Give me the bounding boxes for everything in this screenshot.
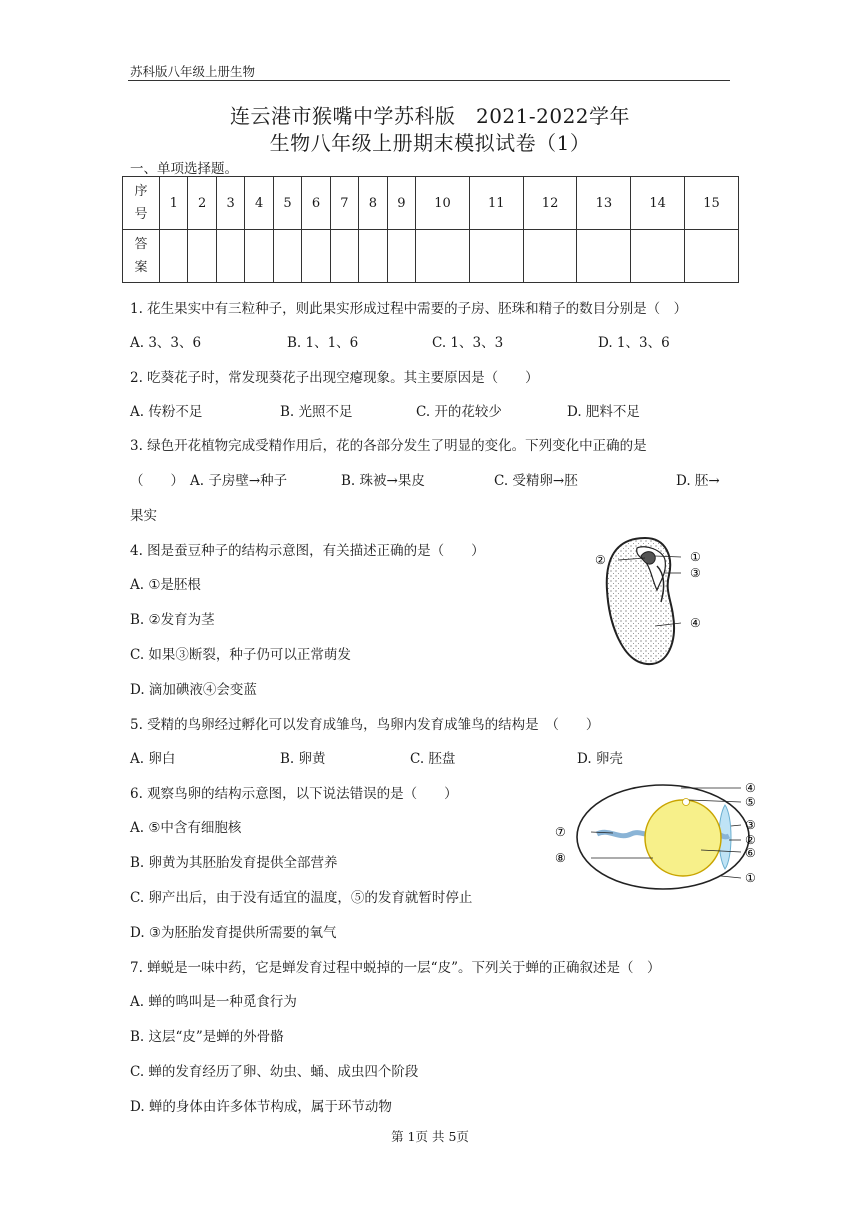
q4-option-a: A. ①是胚根: [130, 577, 201, 593]
section-heading: 一、单项选择题。: [130, 161, 238, 177]
q3-option-d-continued: 果实: [130, 508, 157, 524]
q1-option-b: B. 1、1、6: [287, 335, 359, 351]
q7-option-b: B. 这层“皮”是蝉的外骨骼: [130, 1029, 284, 1045]
seed-label-4: ④: [690, 616, 701, 630]
egg-label-5: ⑤: [745, 795, 756, 809]
row-label-char: 答: [134, 237, 148, 252]
question-number-cell: 10: [416, 177, 470, 230]
question-number-cell: 13: [577, 177, 631, 230]
question-number-cell: 2: [188, 177, 216, 230]
q7-option-c: C. 蝉的发育经历了卵、幼虫、蛹、成虫四个阶段: [130, 1064, 419, 1080]
question-number-cell: 1: [160, 177, 188, 230]
egg-label-2: ②: [745, 833, 756, 847]
q3-option-a: A. 子房壁→种子: [190, 473, 288, 489]
question-number-cell: 8: [359, 177, 387, 230]
question-number-cell: 4: [245, 177, 273, 230]
answer-cell[interactable]: [685, 230, 739, 283]
q5-stem: 5. 受精的鸟卵经过孵化可以发育成雏鸟，鸟卵内发育成雏鸟的结构是 （ ）: [130, 717, 600, 733]
seed-label-3: ③: [690, 566, 701, 580]
q1-option-a: A. 3、3、6: [130, 335, 202, 351]
q2-option-c: C. 开的花较少: [416, 404, 502, 420]
q5-option-b: B. 卵黄: [280, 751, 326, 767]
answer-table-answer-row: [123, 230, 739, 283]
q4-option-d: D. 滴加碘液④会变蓝: [130, 682, 257, 698]
egg-label-1: ①: [745, 871, 756, 885]
header-rule: [128, 80, 730, 81]
question-number-cell: 14: [631, 177, 685, 230]
answer-cell[interactable]: [188, 230, 216, 283]
q3-stem: 3. 绿色开花植物完成受精作用后，花的各部分发生了明显的变化。下列变化中正确的是: [130, 438, 647, 454]
question-number-cell: 11: [469, 177, 523, 230]
q2-stem: 2. 吃葵花子时，常发现葵花子出现空瘪现象。其主要原因是（ ）: [130, 370, 539, 386]
q3-paren: （ ）: [130, 473, 184, 489]
answer-cell[interactable]: [216, 230, 244, 283]
q1-option-d: D. 1、3、6: [598, 335, 670, 351]
answer-table-row-label: [123, 230, 160, 283]
answer-cell[interactable]: [245, 230, 273, 283]
exam-title-line1: 连云港市猴嘴中学苏科版 2021-2022学年: [229, 104, 631, 128]
answer-table: [122, 176, 739, 283]
q5-option-d: D. 卵壳: [577, 751, 623, 767]
answer-table-number-row: [123, 177, 739, 230]
page-footer: 第 1页 共 5页: [391, 1129, 469, 1144]
q7-option-a: A. 蝉的鸣叫是一种觅食行为: [130, 994, 297, 1010]
q6-option-d: D. ③为胚胎发育提供所需要的氧气: [130, 925, 337, 941]
egg-label-8: ⑧: [555, 851, 566, 865]
broad-bean-seed-diagram: [585, 530, 710, 670]
row-label-char: 序: [134, 184, 148, 199]
question-number-cell: 12: [523, 177, 577, 230]
q4-option-c: C. 如果③断裂，种子仍可以正常萌发: [130, 647, 351, 663]
answer-cell[interactable]: [160, 230, 188, 283]
row-label-char: 号: [134, 207, 148, 222]
question-number-cell: 5: [273, 177, 301, 230]
question-number-cell: 15: [685, 177, 739, 230]
q1-option-c: C. 1、3、3: [432, 335, 504, 351]
q6-stem: 6. 观察鸟卵的结构示意图，以下说法错误的是（ ）: [130, 786, 458, 802]
answer-cell[interactable]: [416, 230, 470, 283]
q2-option-a: A. 传粉不足: [130, 404, 203, 420]
yolk: [645, 800, 721, 876]
egg-label-4: ④: [745, 781, 756, 795]
question-number-cell: 6: [302, 177, 330, 230]
page-header: 苏科版八年级上册生物: [130, 64, 256, 79]
egg-label-6: ⑥: [745, 846, 756, 860]
seed-label-2: ②: [595, 553, 606, 567]
q2-option-d: D. 肥料不足: [567, 404, 640, 420]
q3-option-b: B. 珠被→果皮: [341, 473, 425, 489]
exam-title-line2: 生物八年级上册期末模拟试卷（1）: [269, 131, 591, 155]
q7-option-d: D. 蝉的身体由许多体节构成，属于环节动物: [130, 1099, 392, 1115]
question-number-cell: 9: [387, 177, 415, 230]
q6-option-b: B. 卵黄为其胚胎发育提供全部营养: [130, 855, 338, 871]
question-number-cell: 7: [330, 177, 358, 230]
answer-cell[interactable]: [330, 230, 358, 283]
answer-cell[interactable]: [631, 230, 685, 283]
q2-option-b: B. 光照不足: [280, 404, 353, 420]
q5-option-a: A. 卵白: [130, 751, 176, 767]
egg-label-7: ⑦: [555, 825, 566, 839]
bird-egg-diagram: [553, 778, 765, 896]
germinal-disc: [683, 799, 690, 806]
q3-option-d: D. 胚→: [676, 473, 720, 489]
q4-stem: 4. 图是蚕豆种子的结构示意图，有关描述正确的是（ ）: [130, 543, 485, 559]
q1-stem: 1. 花生果实中有三粒种子，则此果实形成过程中需要的子房、胚珠和精子的数目分别是（ ）: [130, 301, 688, 317]
answer-table-row-label: [123, 177, 160, 230]
seed-label-1: ①: [690, 550, 701, 564]
answer-cell[interactable]: [523, 230, 577, 283]
q6-option-c: C. 卵产出后，由于没有适宜的温度，⑤的发育就暂时停止: [130, 890, 473, 906]
answer-cell[interactable]: [302, 230, 330, 283]
answer-cell[interactable]: [577, 230, 631, 283]
answer-cell[interactable]: [273, 230, 301, 283]
answer-cell[interactable]: [469, 230, 523, 283]
answer-cell[interactable]: [387, 230, 415, 283]
q6-option-a: A. ⑤中含有细胞核: [130, 820, 242, 836]
q5-option-c: C. 胚盘: [410, 751, 456, 767]
row-label-char: 案: [134, 260, 148, 275]
q4-option-b: B. ②发育为茎: [130, 612, 215, 628]
q7-stem: 7. 蝉蜕是一味中药，它是蝉发育过程中蜕掉的一层“皮”。下列关于蝉的正确叙述是（ ）: [130, 960, 661, 976]
answer-cell[interactable]: [359, 230, 387, 283]
egg-label-3: ③: [745, 818, 756, 832]
question-number-cell: 3: [216, 177, 244, 230]
q3-option-c: C. 受精卵→胚: [494, 473, 578, 489]
